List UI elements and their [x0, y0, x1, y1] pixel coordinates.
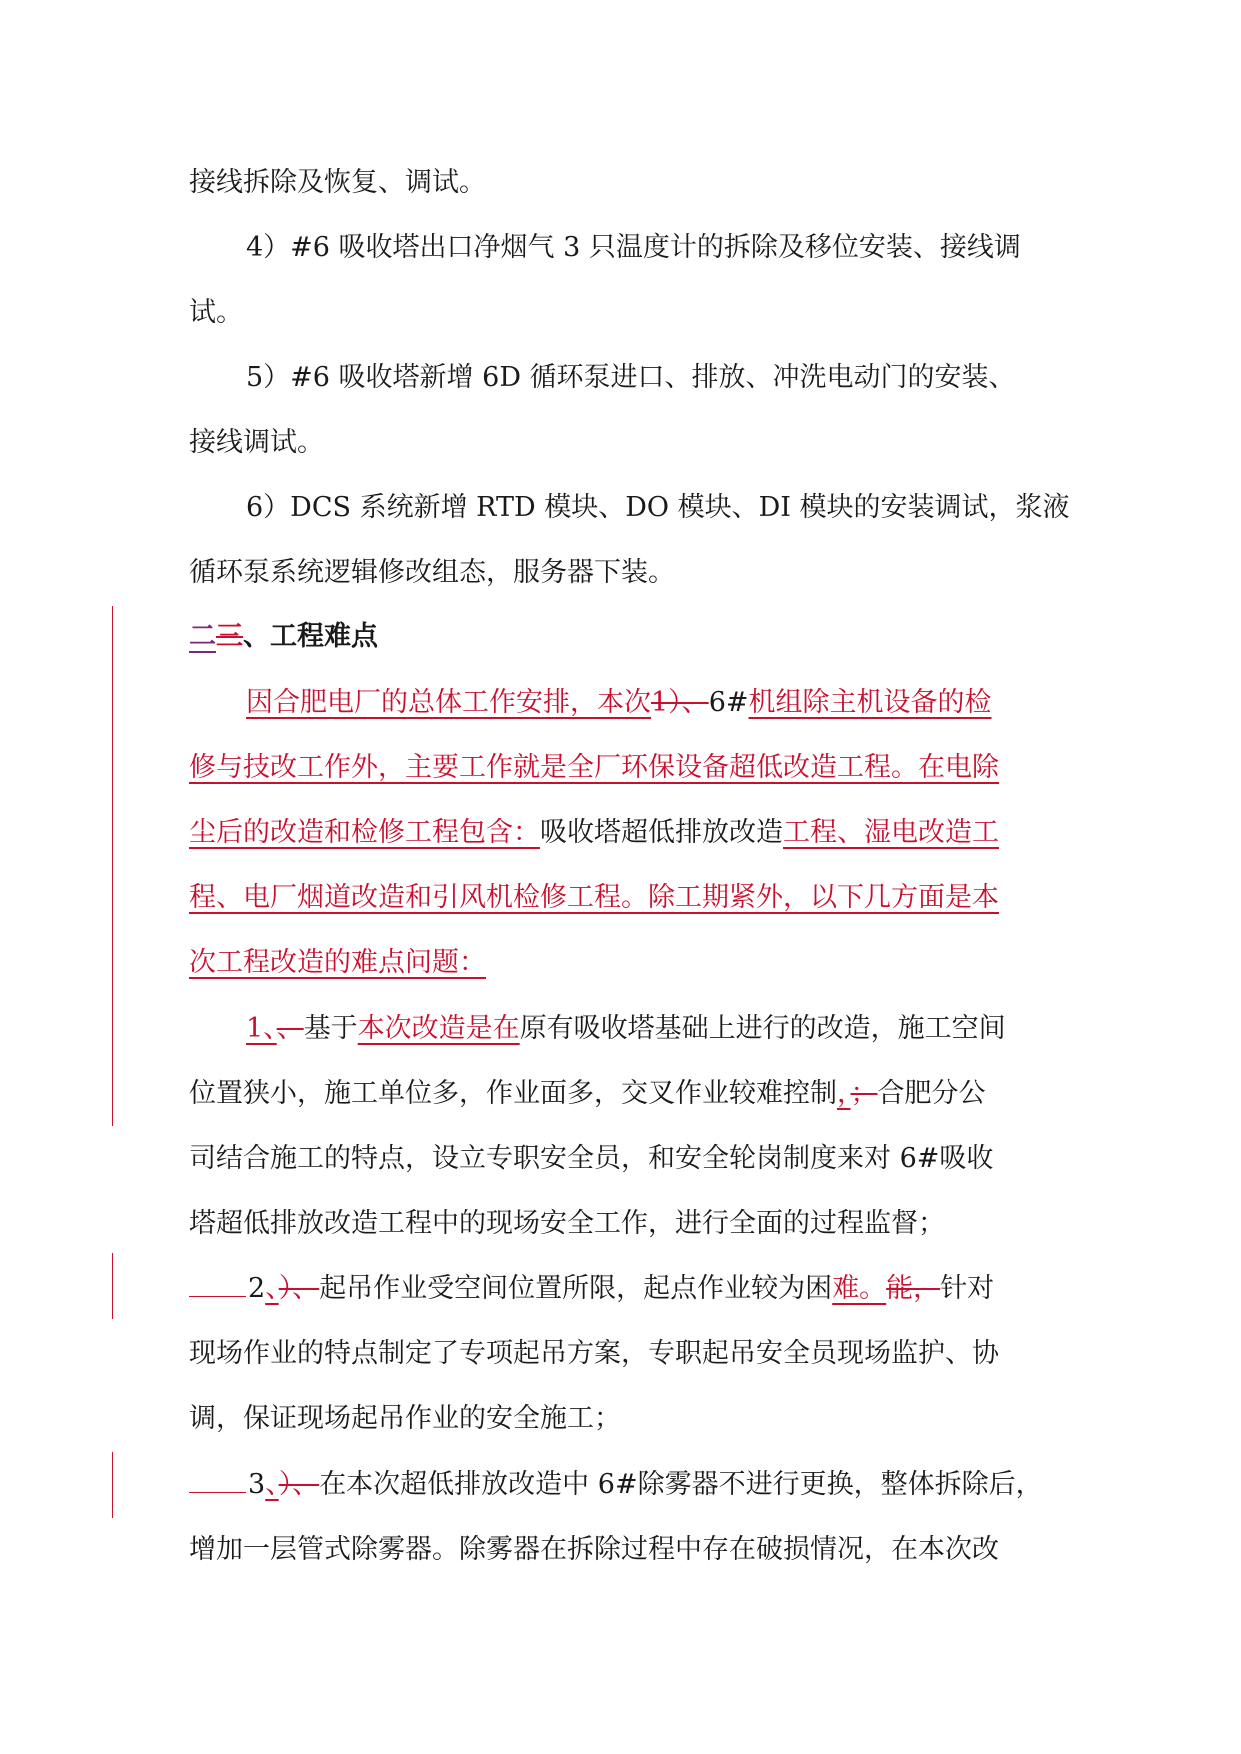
deleted-text: 三: [216, 621, 243, 652]
deleted-text: 1）、: [651, 687, 709, 718]
paragraph-line: [189, 735, 1059, 800]
plain-text: 针对: [940, 1273, 995, 1304]
paragraph-line: 4）#6 吸收塔出口净烟气 3 只温度计的拆除及移位安装、接线调: [246, 232, 1021, 263]
heading-text: 、工程难点: [243, 621, 378, 652]
paragraph-line: 5）#6 吸收塔新增 6D 循环泵进口、排放、冲洗电动门的安装、: [246, 362, 1016, 393]
paragraph-line: [189, 996, 1116, 1061]
plain-text: 2: [248, 1273, 266, 1304]
plain-text: 原有吸收塔基础上进行的改造，施工空间: [519, 1013, 1006, 1044]
inserted-text: 二: [189, 621, 216, 652]
paragraph-line: [189, 1452, 1059, 1517]
inserted-text: 尘后的改造和检修工程包含：: [189, 817, 540, 848]
inserted-text: 难。: [832, 1273, 887, 1304]
inserted-text: 1、: [246, 1013, 277, 1044]
inserted-text: 本次改造是在: [357, 1013, 520, 1044]
paragraph-line: 循环泵系统逻辑修改组态，服务器下装。: [189, 557, 675, 588]
paragraph-line: 接线调试。: [189, 427, 324, 458]
paragraph-line: [189, 670, 1116, 735]
paragraph-line: [189, 1061, 1059, 1126]
inserted-text: 程、电厂烟道改造和引风机检修工程。除工期紧外，以下几方面是本: [189, 882, 999, 913]
section-heading: [189, 604, 1059, 669]
deleted-text: 能，: [886, 1273, 941, 1304]
paragraph-line: 接线拆除及恢复、调试。: [189, 167, 486, 198]
plain-text: 合肥分公: [877, 1078, 986, 1109]
inserted-text: 工程、湿电改造工: [783, 817, 999, 848]
inserted-text: 、: [265, 1469, 279, 1500]
inserted-text: 次工程改造的难点问题：: [189, 947, 486, 978]
deleted-text: ）、: [278, 1273, 320, 1304]
deleted-text: ；: [850, 1078, 878, 1109]
deleted-text: 、: [276, 1013, 304, 1044]
plain-text: 3: [248, 1469, 266, 1500]
inserted-indent: [189, 1468, 246, 1493]
inserted-text: 机组除主机设备的检: [748, 687, 992, 718]
plain-text: 6#: [708, 687, 749, 718]
plain-text: 基于: [303, 1013, 358, 1044]
paragraph-line: 6）DCS 系统新增 RTD 模块、DO 模块、DI 模块的安装调试，浆液: [246, 492, 1070, 523]
paragraph-line: 试。: [189, 297, 243, 328]
change-bar: [112, 1253, 113, 1319]
paragraph-line: 增加一层管式除雾器。除雾器在拆除过程中存在破损情况，在本次改: [189, 1534, 999, 1565]
plain-text: 在本次超低排放改造中 6#除雾器不进行更换，整体拆除后，: [319, 1469, 1043, 1500]
inserted-text: ，: [837, 1078, 851, 1109]
change-bar: [112, 606, 113, 1126]
paragraph-line: [189, 930, 1059, 995]
inserted-indent: [189, 1272, 246, 1297]
plain-text: 起吊作业受空间位置所限，起点作业较为困: [319, 1273, 833, 1304]
paragraph-line: [189, 800, 1059, 865]
paragraph-line: [189, 1256, 1059, 1321]
inserted-text: 、: [265, 1273, 279, 1304]
paragraph-line: 调，保证现场起吊作业的安全施工；: [189, 1403, 621, 1434]
deleted-text: ）、: [278, 1469, 320, 1500]
change-bar: [112, 1452, 113, 1518]
paragraph-line: 现场作业的特点制定了专项起吊方案，专职起吊安全员现场监护、协: [189, 1338, 999, 1369]
inserted-text: 因合肥电厂的总体工作安排，本次: [246, 687, 651, 718]
inserted-text: 修与技改工作外，主要工作就是全厂环保设备超低改造工程。在电除: [189, 752, 999, 783]
paragraph-line: [189, 865, 1059, 930]
plain-text: 吸收塔超低排放改造: [540, 817, 783, 848]
paragraph-line: 塔超低排放改造工程中的现场安全工作，进行全面的过程监督；: [189, 1208, 945, 1239]
paragraph-line: 司结合施工的特点，设立专职安全员，和安全轮岗制度来对 6#吸收: [189, 1143, 994, 1174]
plain-text: 位置狭小，施工单位多，作业面多，交叉作业较难控制: [189, 1078, 837, 1109]
